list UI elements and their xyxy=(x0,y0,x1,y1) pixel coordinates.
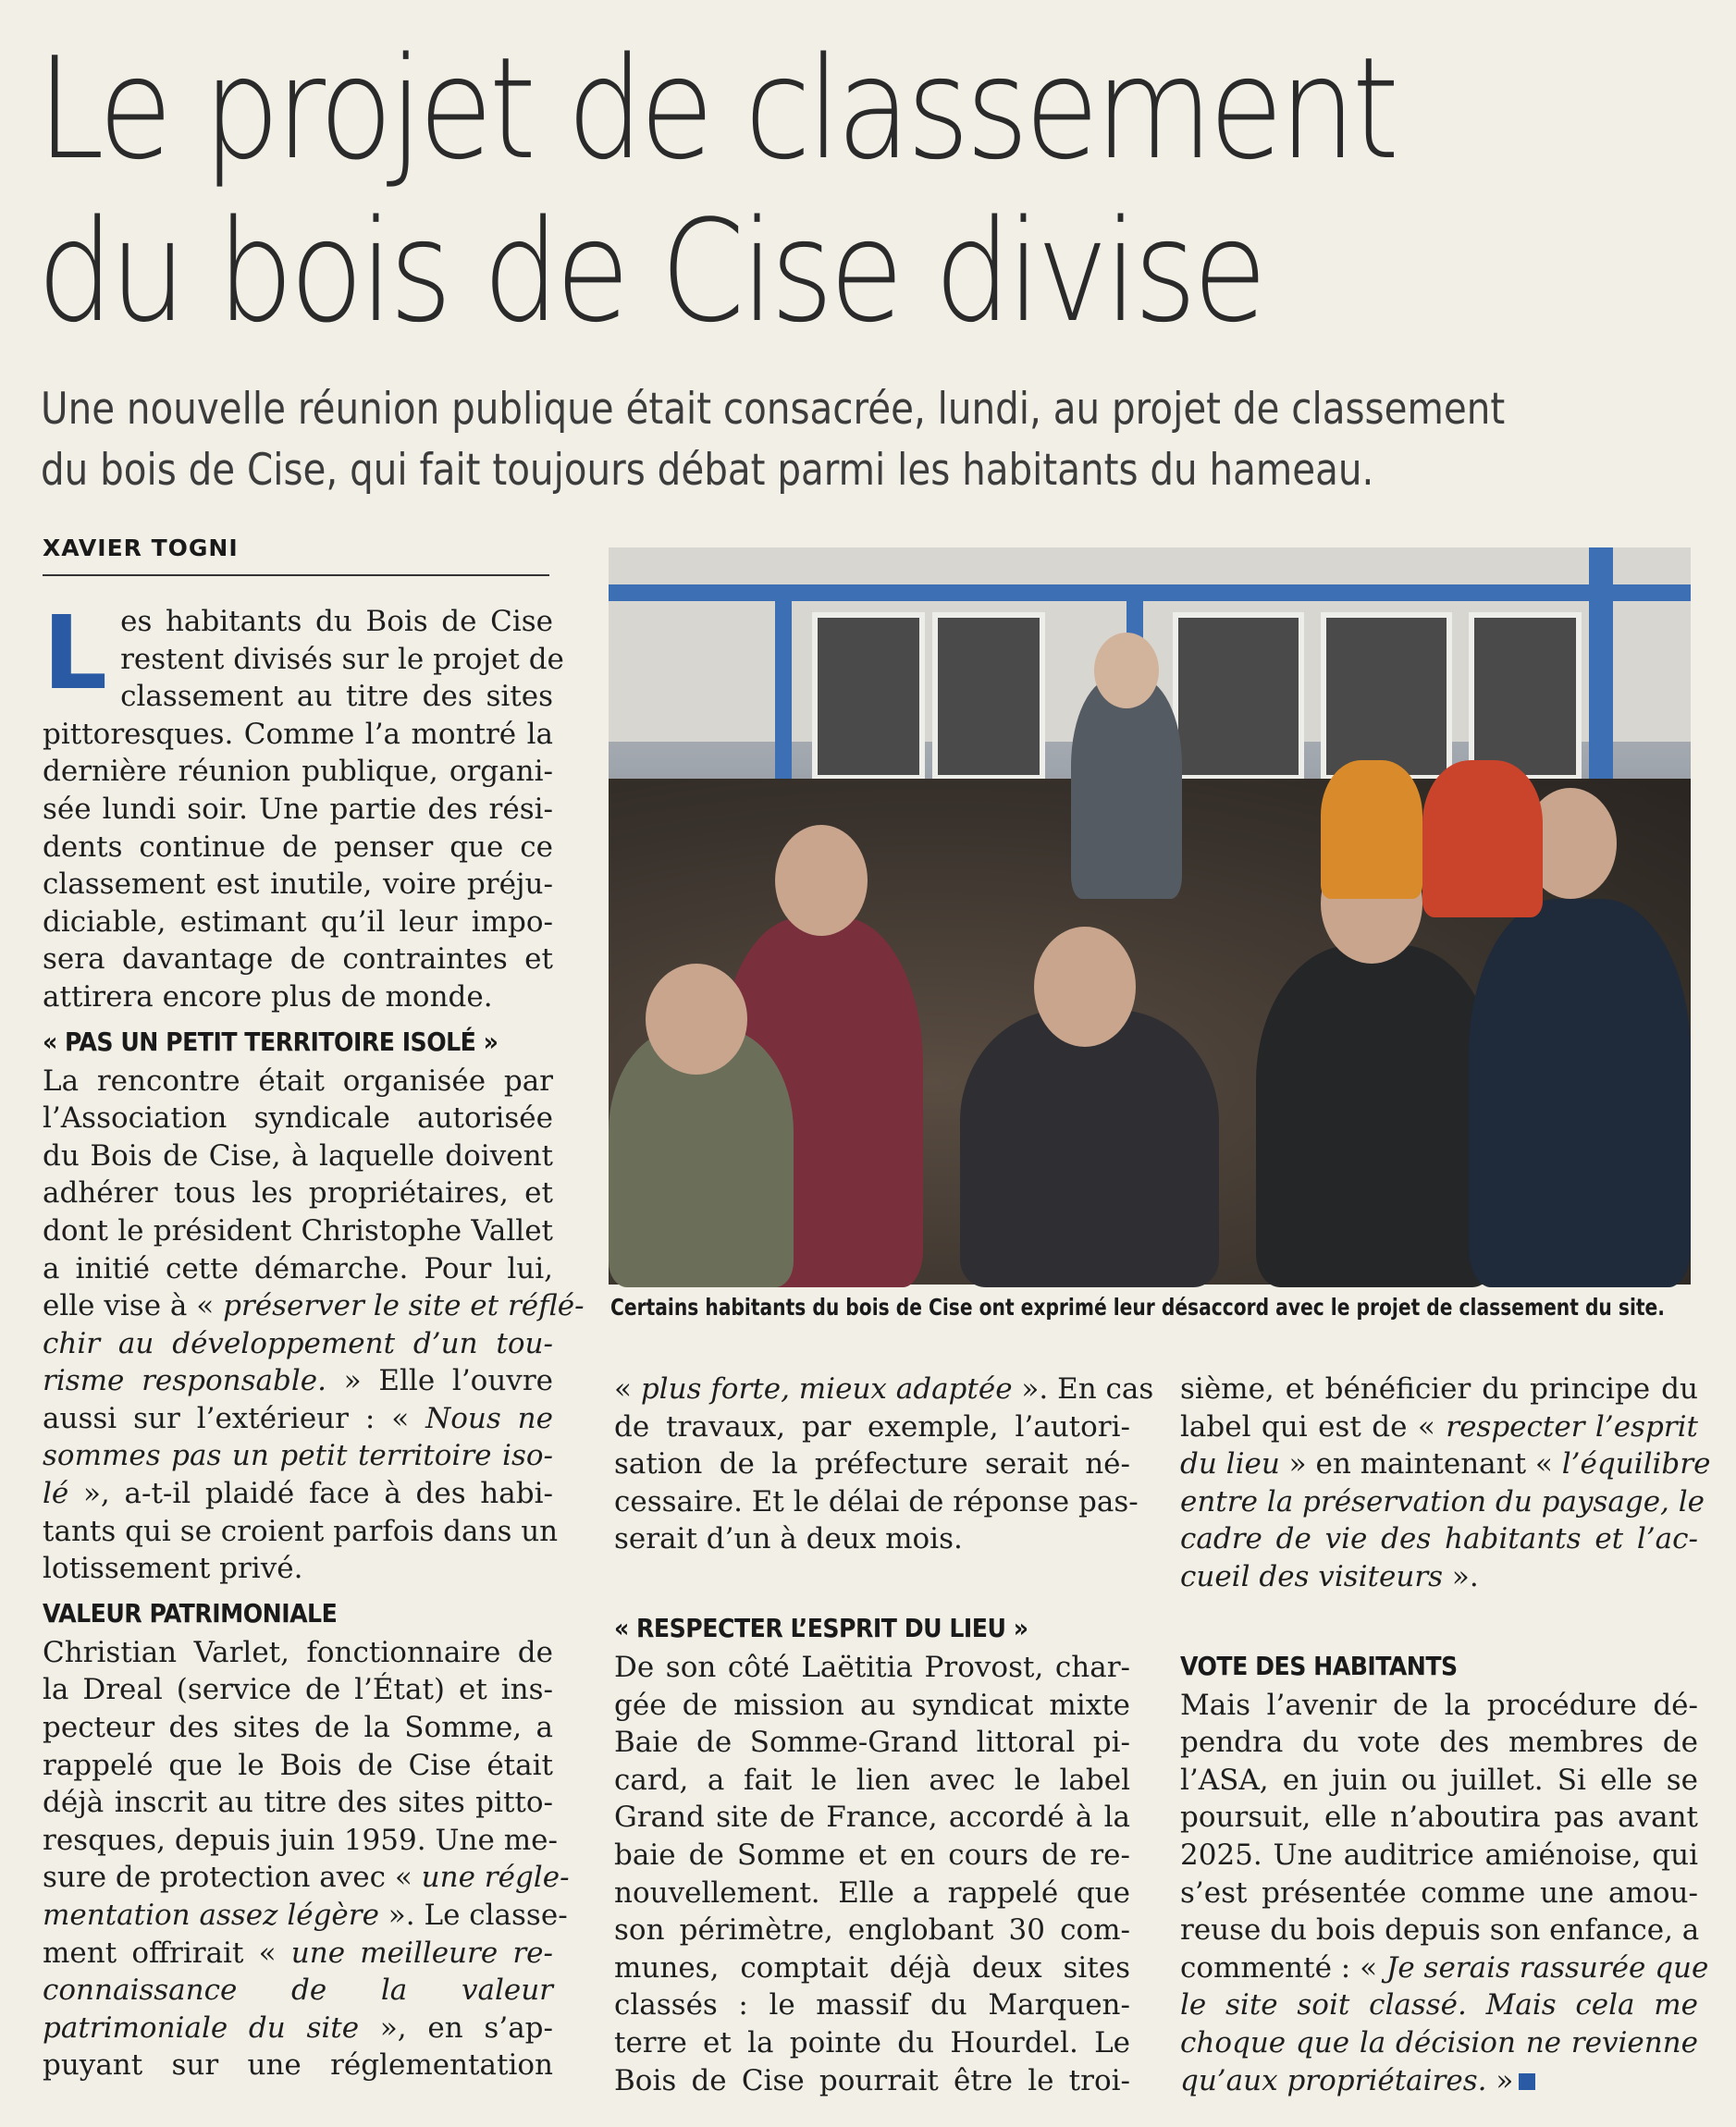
text-run: » en maintenant « xyxy=(1279,1447,1562,1482)
text-line xyxy=(43,1325,553,1363)
photo-window xyxy=(932,612,1045,781)
text-line: dernière réunion publique, organi- xyxy=(43,755,553,789)
text-line xyxy=(1180,1520,1698,1558)
photo-person-head xyxy=(775,825,868,936)
photo-beam xyxy=(775,584,792,788)
standfirst-line: Une nouvelle réunion publique était consacrée, lundi, au projet de classement xyxy=(41,384,1506,435)
photo-window xyxy=(1469,612,1582,781)
text-line xyxy=(1180,2062,1698,2100)
subheading: « PAS UN PETIT TERRITOIRE ISOLÉ » xyxy=(43,1026,499,1057)
text-line: terre et la pointe du Hourdel. Le xyxy=(614,2025,1130,2059)
text-run: ment offrirait « xyxy=(43,1936,291,1970)
photo-window xyxy=(1321,612,1452,781)
end-of-article-mark xyxy=(1519,2073,1535,2090)
subheading: « RESPECTER L’ESPRIT DU LIEU » xyxy=(614,1612,1028,1643)
headline-line: du bois de Cise divise xyxy=(37,190,1263,353)
text-line: Grand site de France, accordé à la xyxy=(614,1801,1130,1835)
byline: XAVIER TOGNI xyxy=(43,535,549,576)
text-line: la Dreal (service de l’État) et ins- xyxy=(43,1673,553,1707)
text-line: pendra du vote des membres de xyxy=(1180,1726,1698,1760)
text-line: nouvellement. Elle a rappelé que xyxy=(614,1875,1130,1910)
text-line: poursuit, elle n’aboutira pas avant xyxy=(1180,1801,1698,1835)
text-line: diciable, estimant qu’il leur impo- xyxy=(43,904,553,939)
text-line: lotissement privé. xyxy=(43,1552,303,1586)
photo-person xyxy=(1321,760,1422,899)
article-column-3 xyxy=(1180,1371,1711,2099)
quote-run: risme responsable. xyxy=(43,1364,326,1398)
quote-run: entre la préservation du paysage, le xyxy=(1180,1484,1705,1518)
text-run: », en s’ap- xyxy=(359,2010,554,2045)
text-line xyxy=(43,1897,568,1935)
article-column-1 xyxy=(43,594,585,2084)
text-line: baie de Somme et en cours de re- xyxy=(614,1838,1130,1872)
text-line xyxy=(43,1859,570,1897)
text-line: pecteur des sites de la Somme, a xyxy=(43,1711,553,1745)
text-line: sième, et bénéficier du principe du xyxy=(1180,1372,1698,1406)
text-line: sation de la préfecture serait né- xyxy=(614,1447,1130,1482)
text-line: déjà inscrit au titre des sites pitto- xyxy=(43,1786,553,1820)
drop-cap: L xyxy=(43,594,108,712)
text-line: a initié cette démarche. Pour lui, xyxy=(43,1251,553,1285)
photo-beam xyxy=(1589,547,1613,788)
photo-window xyxy=(1173,612,1304,781)
text-line: Bois de Cise pourrait être le troi- xyxy=(614,2063,1130,2097)
text-line: card, a fait le lien avec le label xyxy=(614,1763,1130,1797)
text-run: ». xyxy=(1443,1559,1479,1593)
photo-person xyxy=(1256,945,1496,1287)
quote-run: respecter l’esprit xyxy=(1446,1409,1698,1444)
quote-run: sommes pas un petit territoire iso- xyxy=(43,1439,553,1473)
text-line: es habitants du Bois de Cise xyxy=(120,605,553,638)
article-photo xyxy=(609,547,1691,1285)
text-line: du Bois de Cise, à laquelle doivent xyxy=(43,1138,553,1173)
standfirst-line: du bois de Cise, qui fait toujours débat parmi les habitants du hameau. xyxy=(41,445,1374,496)
text-line xyxy=(1180,1483,1705,1521)
text-run: ». En cas xyxy=(1012,1372,1154,1406)
text-line: l’Association syndicale autorisée xyxy=(43,1101,553,1136)
subheading: VALEUR PATRIMONIALE xyxy=(43,1597,338,1629)
photo-person xyxy=(960,1010,1219,1287)
quote-run: choque que la décision ne revienne xyxy=(1180,2025,1698,2059)
text-line xyxy=(1180,1445,1711,1483)
text-line: Christian Varlet, fonctionnaire de xyxy=(43,1635,553,1669)
text-line: adhérer tous les propriétaires, et xyxy=(43,1176,553,1211)
photo-person xyxy=(1422,760,1543,917)
text-line: dont le président Christophe Vallet xyxy=(43,1213,553,1248)
text-line xyxy=(43,1972,553,2010)
quote-run: du lieu xyxy=(1180,1447,1280,1482)
text-line: classement est inutile, voire préju- xyxy=(43,867,553,902)
text-line: serait d’un à deux mois. xyxy=(614,1522,963,1556)
text-line: de travaux, par exemple, l’autori- xyxy=(614,1409,1130,1444)
text-line: resques, depuis juin 1959. Une me- xyxy=(43,1823,558,1857)
text-line: classés : le massif du Marquen- xyxy=(614,1988,1130,2022)
text-line: munes, comptait déjà deux sites xyxy=(614,1950,1130,1985)
photo-beam xyxy=(609,584,1691,601)
quote-run: une meilleure re- xyxy=(290,1936,553,1970)
text-line xyxy=(43,1400,553,1438)
text-line: tants qui se croient parfois dans un xyxy=(43,1514,559,1548)
text-line: Mais l’avenir de la procédure dé- xyxy=(1180,1688,1698,1722)
text-line: rappelé que le Bois de Cise était xyxy=(43,1748,553,1782)
text-line xyxy=(43,2010,553,2047)
quote-run: une régle- xyxy=(421,1861,570,1895)
text-line: gée de mission au syndicat mixte xyxy=(614,1688,1130,1722)
quote-run: chir au développement d’un tou- xyxy=(43,1326,553,1360)
photo-person-head xyxy=(646,964,747,1075)
text-run: aussi sur l’extérieur : « xyxy=(43,1401,426,1435)
text-line: classement au titre des sites xyxy=(120,680,553,714)
text-run: label qui est de « xyxy=(1180,1409,1447,1444)
text-run: ». Le classe- xyxy=(378,1899,568,1932)
article-column-2 xyxy=(614,1371,1154,2099)
text-line xyxy=(43,1935,553,1973)
text-line: De son côté Laëtitia Provost, char- xyxy=(614,1650,1130,1684)
text-line: « plus forte, mieux adaptée ». En cas xyxy=(614,1372,1154,1406)
quote-run: patrimoniale du site xyxy=(43,2010,360,2045)
quote-run: le site soit classé. Mais cela me xyxy=(1180,1988,1698,2022)
photo-caption: Certains habitants du bois de Cise ont exprimé leur désaccord avec le projet de classement du site. xyxy=(610,1294,1665,1321)
text-run: », a-t-il plaidé face à des habi- xyxy=(68,1477,553,1511)
quote-run: Je serais rassurée que xyxy=(1385,1950,1709,1985)
quote-run: lé xyxy=(43,1477,69,1511)
text-line xyxy=(1180,1408,1698,1446)
text-line: son périmètre, englobant 30 com- xyxy=(614,1913,1130,1948)
quote-run: cueil des visiteurs xyxy=(1180,1559,1444,1593)
text-run: sure de protection avec « xyxy=(43,1861,422,1895)
photo-person xyxy=(1469,899,1691,1287)
photo-person xyxy=(1071,677,1182,899)
text-run: » Elle l’ouvre xyxy=(326,1364,553,1398)
quote-run: connaissance de la valeur xyxy=(43,1973,553,2008)
text-line: La rencontre était organisée par xyxy=(43,1064,553,1098)
text-line: sera davantage de contraintes et xyxy=(43,942,553,977)
text-line: puyant sur une réglementation xyxy=(43,2048,553,2083)
quote-run: l’équilibre xyxy=(1561,1447,1711,1482)
headline-line: Le projet de classement xyxy=(37,27,1396,191)
photo-window xyxy=(812,612,925,781)
text-line: restent divisés sur le projet de xyxy=(120,642,564,676)
text-line: sée lundi soir. Une partie des rési- xyxy=(43,792,553,826)
quote-run: plus forte, mieux adaptée xyxy=(640,1372,1013,1406)
text-line: s’est présentée comme une amou- xyxy=(1180,1875,1698,1910)
text-line: reuse du bois depuis son enfance, a xyxy=(1180,1913,1700,1948)
quote-run: préserver le site et réflé- xyxy=(223,1289,585,1323)
text-run: » xyxy=(1486,2063,1514,2097)
subheading: VOTE DES HABITANTS xyxy=(1180,1650,1458,1681)
text-line xyxy=(1180,1986,1698,2024)
text-line: dents continue de penser que ce xyxy=(43,830,553,864)
text-line: cessaire. Et le délai de réponse pas- xyxy=(614,1484,1139,1518)
text-run: elle vise à « xyxy=(43,1289,224,1323)
photo-person-head xyxy=(1034,927,1136,1047)
quote-run: cadre de vie des habitants et l’ac- xyxy=(1180,1522,1698,1556)
text-line xyxy=(43,1437,553,1475)
text-line xyxy=(1180,1949,1709,1987)
standfirst xyxy=(41,379,1506,501)
text-line: l’ASA, en juin ou juillet. Si elle se xyxy=(1180,1763,1698,1797)
quote-run: Nous ne xyxy=(425,1401,553,1435)
text-line xyxy=(43,1287,585,1325)
text-line xyxy=(1180,2024,1698,2062)
text-line: 2025. Une auditrice amiénoise, qui xyxy=(1180,1838,1698,1872)
quote-run: mentation assez légère xyxy=(43,1899,379,1932)
quote-run: qu’aux propriétaires. xyxy=(1180,2063,1487,2097)
text-line xyxy=(1180,1558,1698,1596)
headline xyxy=(37,28,1453,353)
photo-person-head xyxy=(1094,633,1159,708)
text-line xyxy=(43,1475,553,1513)
text-line: pittoresques. Comme l’a montré la xyxy=(43,717,553,751)
text-line xyxy=(43,1362,553,1400)
text-run: commenté : « xyxy=(1180,1950,1386,1985)
text-line: Baie de Somme-Grand littoral pi- xyxy=(614,1726,1130,1760)
text-line: attirera encore plus de monde. xyxy=(43,979,493,1014)
